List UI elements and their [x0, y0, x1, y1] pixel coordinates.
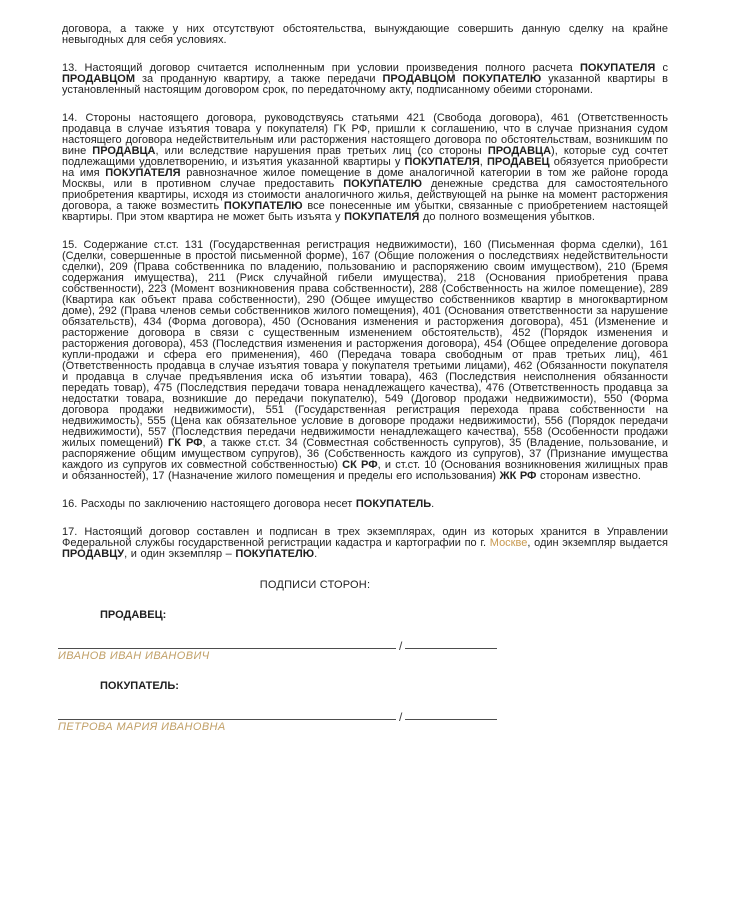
clause-16: 16. Расходы по заключению настоящего договора несет ПОКУПАТЕЛЬ. — [62, 498, 435, 510]
clause-17: 17. Настоящий договор составлен и подписан в трех экземплярах, один из которых хранится в Управлении Федеральной службы государственной регистрации кадастра и картографии по г. Москве, один экземпляр выдается ПРОДАВЦУ, и один экземпляр – ПОКУПАТЕЛЮ. — [62, 526, 668, 560]
buyer-signature-block — [58, 680, 668, 733]
clause-15: 15. Содержание ст.ст. 131 (Государственная регистрация недвижимости), 160 (Письменная форма сделки), 161 (Сделки, совершенные в простой письменной форме), 167 (Общие положения о последствиях недействительности сделки), 209 (Права собственника по владению, пользованию и распоряжению своим имуществом), 210 (Бремя содержания имущества), 211 (Риск случайной гибели имущества), 218 (Основания приобретения права собственности), 223 (Момент возникновения права собственности), 288 (Собственность на жилое помещение), 289 (Квартира как объект права собственности), 290 (Общее имущество собственников квартир в многоквартирном доме), 292 (Права членов семьи собственников жилого помещения), 401 (Основания ответственности за нарушение обязательств), 434 (Форма договора), 450 (Основания изменения и расторжения договора), 451 (Изменение и расторжение договора в связи с существенным изменением обстоятельств), 452 (Порядок изменения и расторжения договора), 453 (Последствия изменения и расторжения договора), 454 (Общее определение договора купли-продажи и сфера его применения), 460 (Передача товара свободным от прав третьих лиц), 461 (Ответственность продавца в случае изъятия товара у покупателя третьими лицами), 462 (Обязанности покупателя и продавца в случае предъявления иска об изъятии товара), 463 (Последствия неисполнения обязанности передать товар), 475 (Последствия передачи товара ненадлежащего качества), 476 (Ответственность продавца за недостатки товара, возникшие до передачи покупателю), 549 (Договор продажи недвижимости), 550 (Форма договора продажи недвижимости), 551 (Государственная регистрация перехода права собственности на недвижимость), 555 (Цена как обязательное условие в договоре продажи недвижимости), 556 (Порядок передачи недвижимости), 557 (Последствия передачи недвижимости ненадлежащего качества), 558 (Особенности продажи жилых помещений) ГК РФ, а также ст.ст. 34 (Совместная собственность супругов), 35 (Владение, пользование, и распоряжение общим имуществом супругов), 36 (Собственность каждого из супругов), 37 (Признание имущества каждого из супругов их совместной собственностью) СК РФ, и ст.ст. 10 (Основания возникновения жилищных прав и обязанностей), 17 (Назначение жилого помещения и пределы его использования) ЖК РФ сторонам известно. — [62, 239, 669, 482]
clause-14: 14. Стороны настоящего договора, руководствуясь статьями 421 (Свобода договора), 461 (Ответственность продавца в случае изъятия товара у покупателя) ГК РФ, пришли к соглашению, что в случае признания судом настоящего договора недействительным или расторжения настоящего договора по обстоятельствам, возникшим по вине ПРОДАВЦА, или вследствие нарушения прав третьих лиц (со стороны ПРОДАВЦА), которые суд сочтет подлежащими удовлетворению, и изъятия указанной квартиры у ПОКУПАТЕЛЯ, ПРОДАВЕЦ обязуется приобрести на имя ПОКУПАТЕЛЯ равнозначное жилое помещение в доме аналогичной категории в том же районе города Москвы, или в противном случае предоставить ПОКУПАТЕЛЮ денежные средства для самостоятельного приобретения квартиры, исходя из стоимости аналогичного жилья, действующей на рынке на момент расторжения договора, а также возместить ПОКУПАТЕЛЮ все понесенные им убытки, связанные с приобретением настоящей квартиры. При этом квартира не может быть изъята у ПОКУПАТЕЛЯ до полного возмещения убытков. — [62, 112, 668, 223]
clause-13: 13. Настоящий договор считается исполненным при условии произведения полного расчета ПОКУПАТЕЛЯ с ПРОДАВЦОМ за проданную квартиру, а также передачи ПРОДАВЦОМ ПОКУПАТЕЛЮ указанной квартиры в установленный настоящим договором срок, по передаточному акту, подписанному обеими сторонами. — [62, 62, 669, 96]
buyer-name: ПЕТРОВА МАРИЯ ИВАНОВНА — [58, 721, 226, 733]
seller-signature-block — [58, 609, 668, 662]
seller-signature-row — [58, 634, 668, 653]
buyer-signature-line — [58, 718, 396, 720]
seller-signature-line — [58, 647, 396, 649]
buyer-label: ПОКУПАТЕЛЬ: — [100, 680, 179, 692]
seller-name: ИВАНОВ ИВАН ИВАНОВИЧ — [58, 650, 210, 662]
buyer-signature-row — [58, 705, 668, 724]
buyer-fullname-line — [405, 718, 497, 720]
signature-slash: / — [399, 710, 403, 724]
signature-slash: / — [399, 639, 403, 653]
signatures-heading: ПОДПИСИ СТОРОН: — [259, 579, 371, 591]
seller-label: ПРОДАВЕЦ: — [100, 609, 167, 621]
clause-continuation: договора, а также у них отсутствуют обстоятельства, вынуждающие совершить данную сделку на крайне невыгодных для себя условиях. — [62, 23, 668, 46]
seller-fullname-line — [405, 647, 497, 649]
